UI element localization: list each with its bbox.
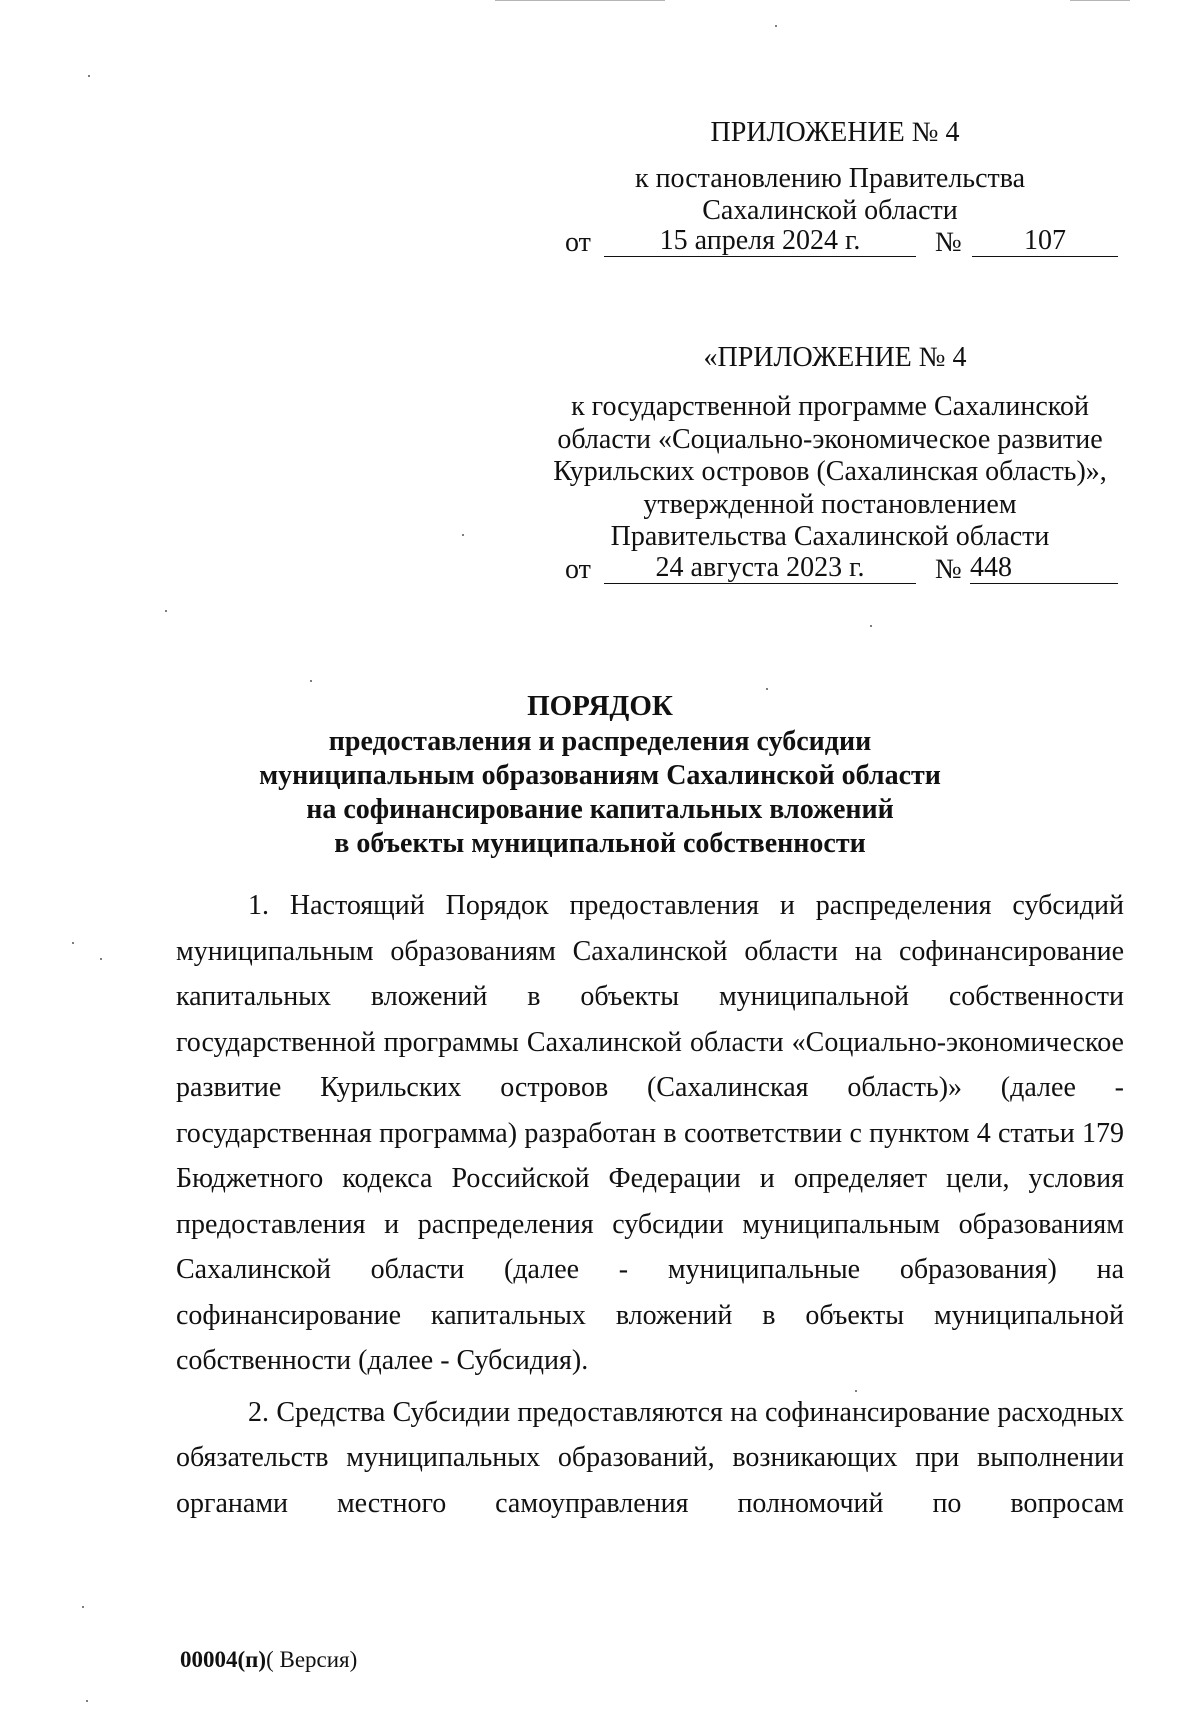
document-title: ПОРЯДОК xyxy=(527,690,673,722)
from-label: от xyxy=(565,554,591,585)
appendix-title: «ПРИЛОЖЕНИЕ № 4 xyxy=(703,342,967,373)
scan-speck xyxy=(462,534,464,536)
document-subtitle-line: на софинансирование капитальных вложений xyxy=(306,794,894,825)
document-version: ( Версия) xyxy=(266,1647,358,1672)
scan-speck xyxy=(100,958,102,960)
from-label: от xyxy=(565,227,591,258)
appendix-basis-line: к государственной программе Сахалинской xyxy=(571,391,1089,422)
decree-date-row xyxy=(0,552,1200,586)
number-sign: № xyxy=(935,227,962,258)
number-sign: № xyxy=(935,554,962,585)
decree-number: 107 xyxy=(972,225,1118,257)
scan-speck xyxy=(82,1606,84,1608)
paragraph: 1. Настоящий Порядок предоставления и распределения субсидий муниципальным образованиям Сахалинской области на софинансирование капитальных вложений в объекты муниципальной собственности государственной программы Сахалинской области «Социально-экономическое развитие Курильских островов (Сахалинская область)» (далее - государственная программа) разработан в соответствии с пунктом 4 статьи 179 Бюджетного кодекса Российской Федерации и определяет цели, условия предоставления и распределения субсидии муниципальным образованиям Сахалинской области (далее - муниципальные образования) на софинансирование капитальных вложений в объекты муниципальной собственности (далее - Субсидия). xyxy=(176,890,1124,1376)
scan-speck xyxy=(165,610,167,612)
document-body xyxy=(176,883,1124,1526)
scan-speck xyxy=(775,25,777,27)
appendix-basis-line: к постановлению Правительства xyxy=(634,163,1026,194)
document-subtitle-line: предоставления и распределения субсидии xyxy=(328,726,872,757)
document-code: 00004(п) xyxy=(180,1647,267,1672)
appendix-basis-line: области «Социально-экономическое развитие xyxy=(557,424,1103,455)
document-subtitle-line: в объекты муниципальной собственности xyxy=(334,828,866,859)
scan-speck xyxy=(310,680,312,682)
appendix-basis-line: Курильских островов (Сахалинская область)», xyxy=(553,456,1107,487)
document-code-footer xyxy=(180,1646,357,1674)
appendix-basis-line: Сахалинской области xyxy=(702,195,958,226)
scan-edge-line xyxy=(495,0,665,1)
decree-number: 448 xyxy=(970,552,1118,584)
scan-speck xyxy=(870,625,872,627)
appendix-title: ПРИЛОЖЕНИЕ № 4 xyxy=(710,117,960,148)
appendix-basis-line: утвержденной постановлением xyxy=(643,489,1017,520)
scan-speck xyxy=(86,1700,88,1702)
paragraph: 2. Средства Субсидии предоставляются на софинансирование расходных обязательств муниципальных образований, возникающих при выполнении органами местного самоуправления полномочий по вопросам xyxy=(176,1396,1124,1519)
document-subtitle-line: муниципальным образованиям Сахалинской области xyxy=(259,760,941,791)
scan-speck xyxy=(72,942,74,944)
scan-edge-line xyxy=(1070,0,1130,1)
decree-date: 24 августа 2023 г. xyxy=(604,552,916,584)
appendix-basis-line: Правительства Сахалинской области xyxy=(610,521,1050,552)
decree-date: 15 апреля 2024 г. xyxy=(604,225,916,257)
decree-date-row xyxy=(0,225,1200,259)
scan-speck xyxy=(88,75,90,77)
